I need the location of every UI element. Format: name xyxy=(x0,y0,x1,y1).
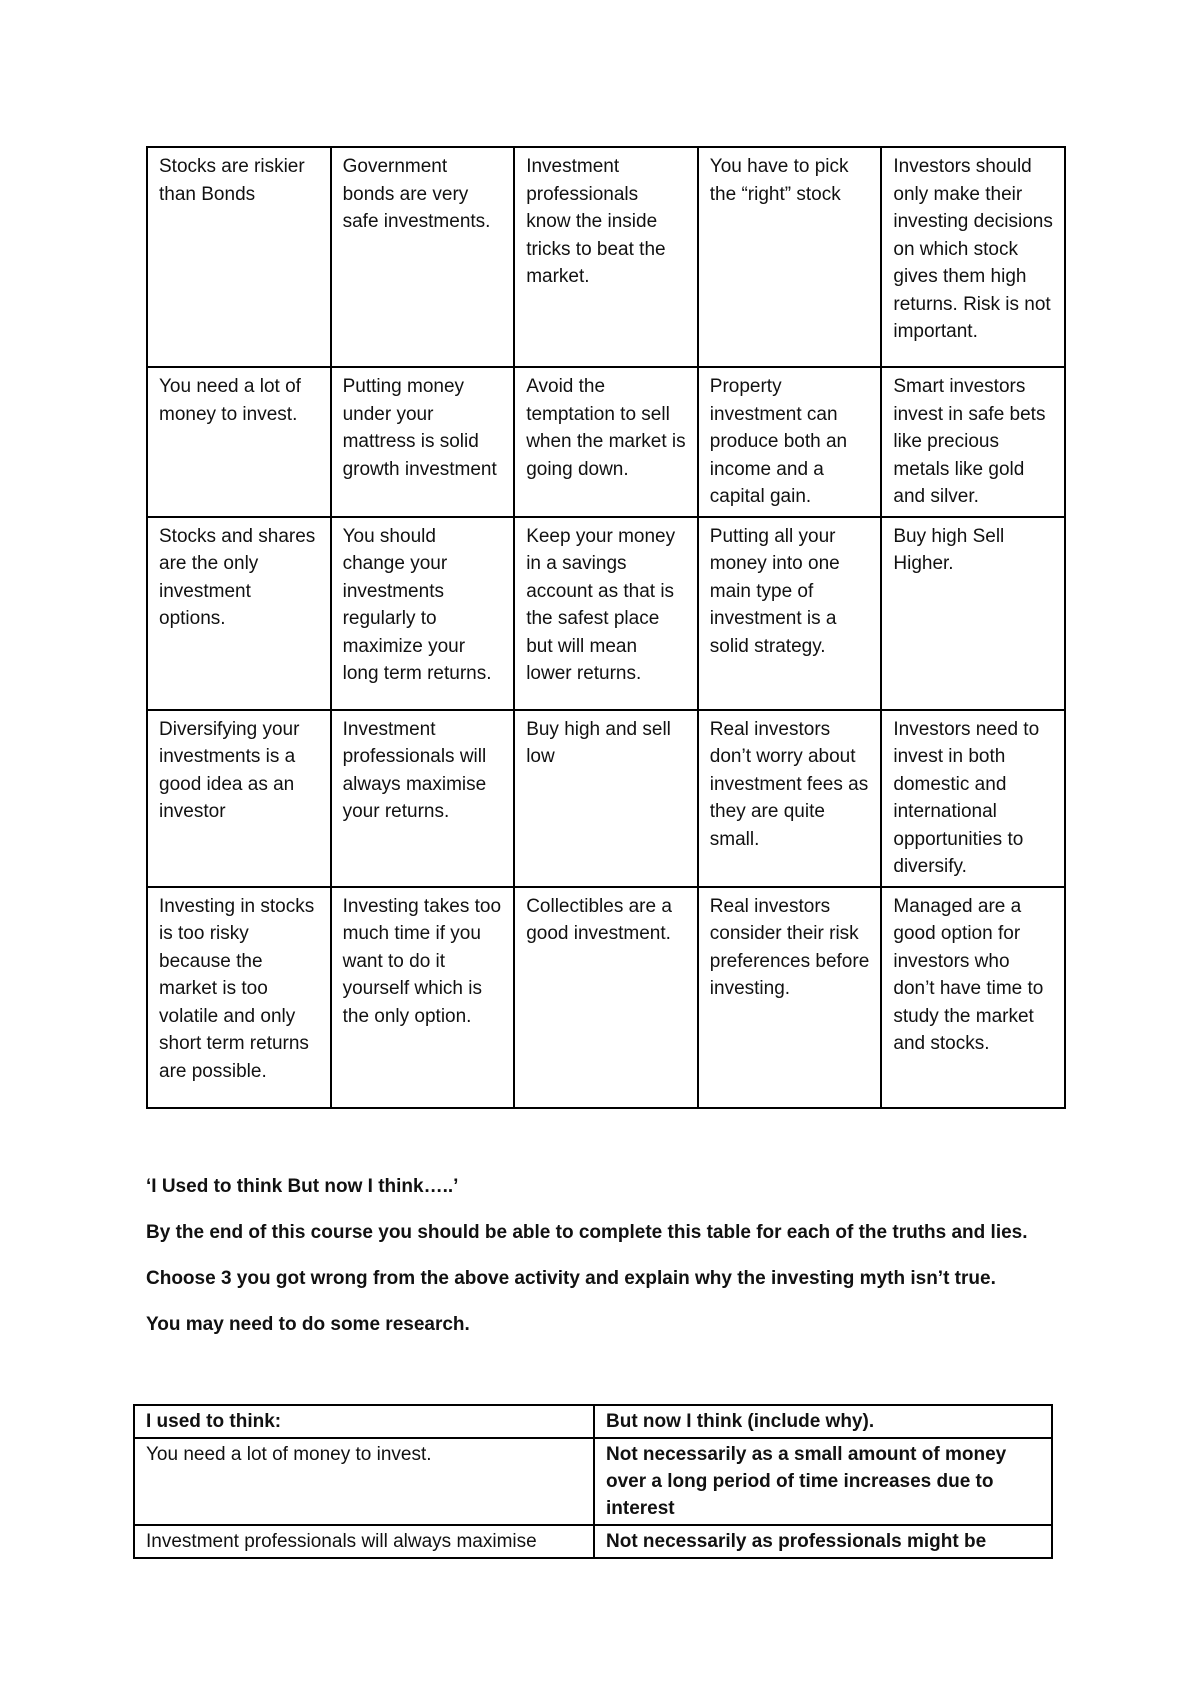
myth-cell: Buy high and sell low xyxy=(514,710,698,887)
table-row xyxy=(134,1438,1052,1525)
myth-cell: Diversifying your investments is a good idea as an investor xyxy=(147,710,331,887)
myth-cell: Investment professionals know the inside tricks to beat the market. xyxy=(514,147,698,367)
myth-cell: Real investors consider their risk preferences before investing. xyxy=(698,887,882,1108)
myth-cell: Collectibles are a good investment. xyxy=(514,887,698,1108)
now-think-cell: Not necessarily as a small amount of money over a long period of time increases due to interest xyxy=(594,1438,1052,1525)
myth-cell: Avoid the temptation to sell when the market is going down. xyxy=(514,367,698,517)
myth-cell: Putting all your money into one main type of investment is a solid strategy. xyxy=(698,517,882,710)
myth-cell: Buy high Sell Higher. xyxy=(881,517,1065,710)
myth-cell: Investing takes too much time if you want to do it yourself which is the only option. xyxy=(331,887,515,1108)
instructions xyxy=(146,1175,1086,1359)
myth-cell: You need a lot of money to invest. xyxy=(147,367,331,517)
grid-row xyxy=(147,710,1065,887)
used-to-think-cell: Investment professionals will always maximise xyxy=(134,1525,594,1558)
header-used-to-think: I used to think: xyxy=(134,1405,594,1438)
instructions-line: By the end of this course you should be able to complete this table for each of the truths and lies. xyxy=(146,1222,1028,1243)
myth-cell: Stocks are riskier than Bonds xyxy=(147,147,331,367)
myth-cell: Smart investors invest in safe bets like precious metals like gold and silver. xyxy=(881,367,1065,517)
myths-grid xyxy=(146,146,1066,1109)
instructions-line: Choose 3 you got wrong from the above activity and explain why the investing myth isn’t true. xyxy=(146,1268,996,1289)
table-header-row xyxy=(134,1405,1052,1438)
myth-cell: Stocks and shares are the only investment options. xyxy=(147,517,331,710)
myth-cell: You should change your investments regularly to maximize your long term returns. xyxy=(331,517,515,710)
grid-row xyxy=(147,517,1065,710)
used-to-think-cell: You need a lot of money to invest. xyxy=(134,1438,594,1525)
instructions-heading: ‘I Used to think But now I think…..’ xyxy=(146,1176,459,1197)
grid-row xyxy=(147,887,1065,1108)
table-row xyxy=(134,1525,1052,1558)
myth-cell: Managed are a good option for investors who don’t have time to study the market and stocks. xyxy=(881,887,1065,1108)
used-to-think-table xyxy=(133,1404,1053,1559)
now-think-cell: Not necessarily as professionals might be xyxy=(594,1525,1052,1558)
myth-cell: Investment professionals will always maximise your returns. xyxy=(331,710,515,887)
grid-row xyxy=(147,147,1065,367)
myth-cell: Investors should only make their investing decisions on which stock gives them high returns. Risk is not important. xyxy=(881,147,1065,367)
myth-cell: Investing in stocks is too risky because the market is too volatile and only short term returns are possible. xyxy=(147,887,331,1108)
myth-cell: Putting money under your mattress is solid growth investment xyxy=(331,367,515,517)
myth-cell: Government bonds are very safe investments. xyxy=(331,147,515,367)
myth-cell: Real investors don’t worry about investment fees as they are quite small. xyxy=(698,710,882,887)
myth-cell: Property investment can produce both an income and a capital gain. xyxy=(698,367,882,517)
header-now-think: But now I think (include why). xyxy=(594,1405,1052,1438)
myth-cell: You have to pick the “right” stock xyxy=(698,147,882,367)
myth-cell: Keep your money in a savings account as that is the safest place but will mean lower returns. xyxy=(514,517,698,710)
instructions-line: You may need to do some research. xyxy=(146,1314,470,1335)
grid-row xyxy=(147,367,1065,517)
myth-cell: Investors need to invest in both domestic and international opportunities to diversify. xyxy=(881,710,1065,887)
